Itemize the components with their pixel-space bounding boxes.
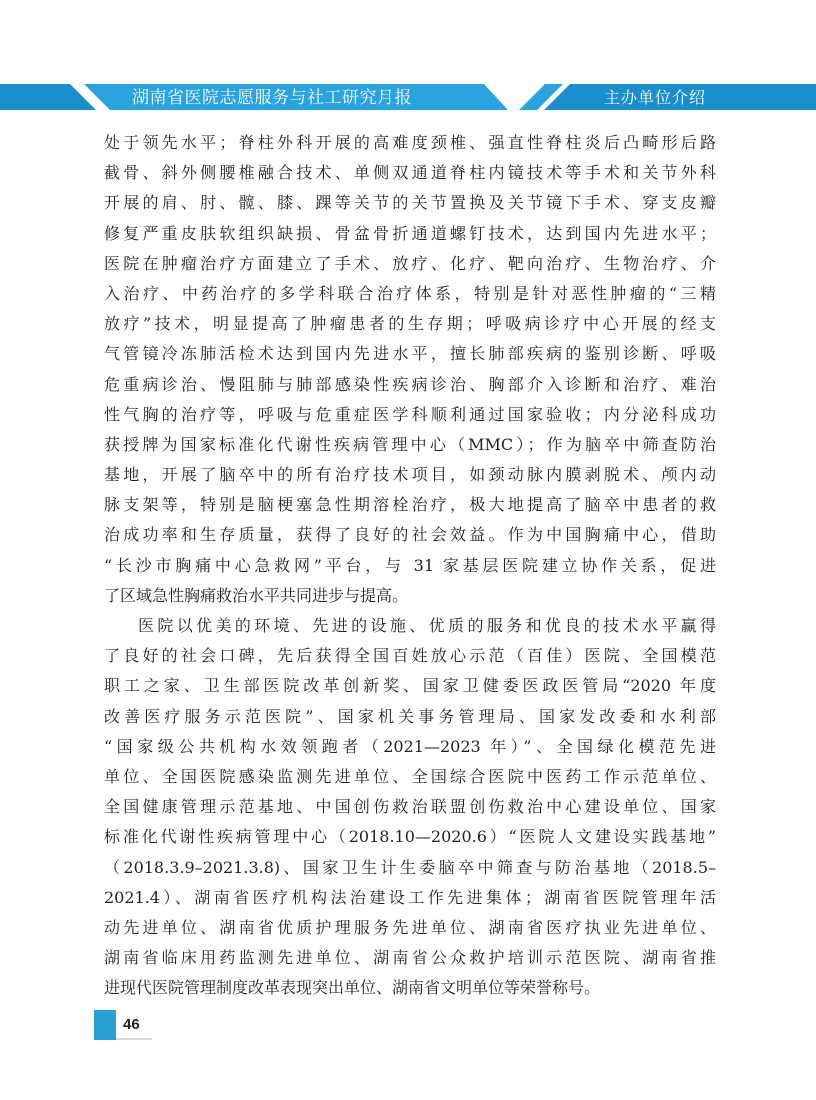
text-line: 湖南省临床用药监测先进单位、湖南省公众救护培训示范医院、湖南省推 (104, 948, 716, 968)
text-line: 危重病诊治、慢阻肺与肺部感染性疾病诊治、胸部介入诊断和治疗、难治 (104, 374, 716, 394)
text-line: 2021.4）、湖南省医疗机构法治建设工作先进集体；湖南省医院管理年活 (104, 887, 716, 907)
article-body (104, 128, 716, 1003)
section-title: 主办单位介绍 (604, 88, 707, 107)
text-line: 单位、全国医院感染监测先进单位、全国综合医院中医药工作示范单位、 (104, 766, 716, 786)
text-line: 脉支架等，特别是脑梗塞急性期溶栓治疗，极大地提高了脑卒中患者的救 (104, 495, 716, 515)
text-line: 气管镜冷冻肺活检术达到国内先进水平，擅长肺部疾病的鉴别诊断、呼吸 (104, 344, 716, 364)
text-line: 获授牌为国家标准化代谢性疾病管理中心（MMC）；作为脑卒中筛查防治 (104, 434, 716, 454)
page-number: 46 (123, 1016, 140, 1033)
text-line: （2018.3.9–2021.3.8)、国家卫生计生委脑卒中筛查与防治基地（2018.5– (104, 857, 716, 877)
page-number-marker (94, 1010, 116, 1040)
text-line: 动先进单位、湖南省优质护理服务先进单位、湖南省医疗执业先进单位、 (104, 917, 716, 937)
text-line: 全国健康管理示范基地、中国创伤救治联盟创伤救治中心建设单位、国家 (104, 797, 716, 817)
text-line: 处于领先水平；脊柱外科开展的高难度颈椎、强直性脊柱炎后凸畸形后路 (104, 133, 716, 152)
text-line: 放疗”技术，明显提高了肿瘤患者的生存期；呼吸病诊疗中心开展的经支 (104, 314, 716, 334)
text-line: 进现代医院管理制度改革表现突出单位、湖南省文明单位等荣誉称号。 (104, 978, 601, 998)
text-line: 医院在肿瘤治疗方面建立了手术、放疗、化疗、靶向治疗、生物治疗、介 (104, 253, 716, 273)
text-line: “长沙市胸痛中心急救网”平台，与 31 家基层医院建立协作关系，促进 (104, 555, 716, 575)
page-number-underline (116, 1038, 152, 1040)
text-line: 了区域急性胸痛救治水平共同进步与提高。 (104, 585, 409, 605)
text-line: 开展的肩、肘、髋、膝、踝等关节的关节置换及关节镜下手术、穿支皮瓣 (104, 193, 716, 213)
text-line: “国家级公共机构水效领跑者（2021—2023 年）”、全国绿化模范先进 (104, 736, 716, 756)
text-line: 职工之家、卫生部医院改革创新奖、国家卫健委医政医管局“2020 年度 (104, 676, 716, 696)
text-line: 治成功率和生存质量，获得了良好的社会效益。作为中国胸痛中心，借助 (104, 525, 716, 545)
text-line: 基地，开展了脑卒中的所有治疗技术项目，如颈动脉内膜剥脱术、颅内动 (104, 465, 716, 485)
text-line: 截骨、斜外侧腰椎融合技术、单侧双通道脊柱内镜技术等手术和关节外科 (104, 163, 716, 183)
text-line: 了良好的社会口碑，先后获得全国百姓放心示范（百佳）医院、全国模范 (104, 646, 716, 666)
text-line: 修复严重皮肤软组织缺损、骨盆骨折通道螺钉技术，达到国内先进水平； (104, 223, 716, 243)
journal-title: 湖南省医院志愿服务与社工研究月报 (132, 88, 412, 108)
text-line: 性气胸的治疗等，呼吸与危重症医学科顺利通过国家验收；内分泌科成功 (104, 404, 716, 424)
text-line: 改善医疗服务示范医院”、国家机关事务管理局、国家发改委和水利部 (104, 706, 716, 726)
text-line: 标准化代谢性疾病管理中心（2018.10—2020.6）“医院人文建设实践基地” (104, 827, 716, 847)
text-line: 医院以优美的环境、先进的设施、优质的服务和优良的技术水平赢得 (138, 616, 716, 635)
text-line: 入治疗、中药治疗的多学科联合治疗体系，特别是针对恶性肿瘤的“三精 (104, 283, 716, 303)
